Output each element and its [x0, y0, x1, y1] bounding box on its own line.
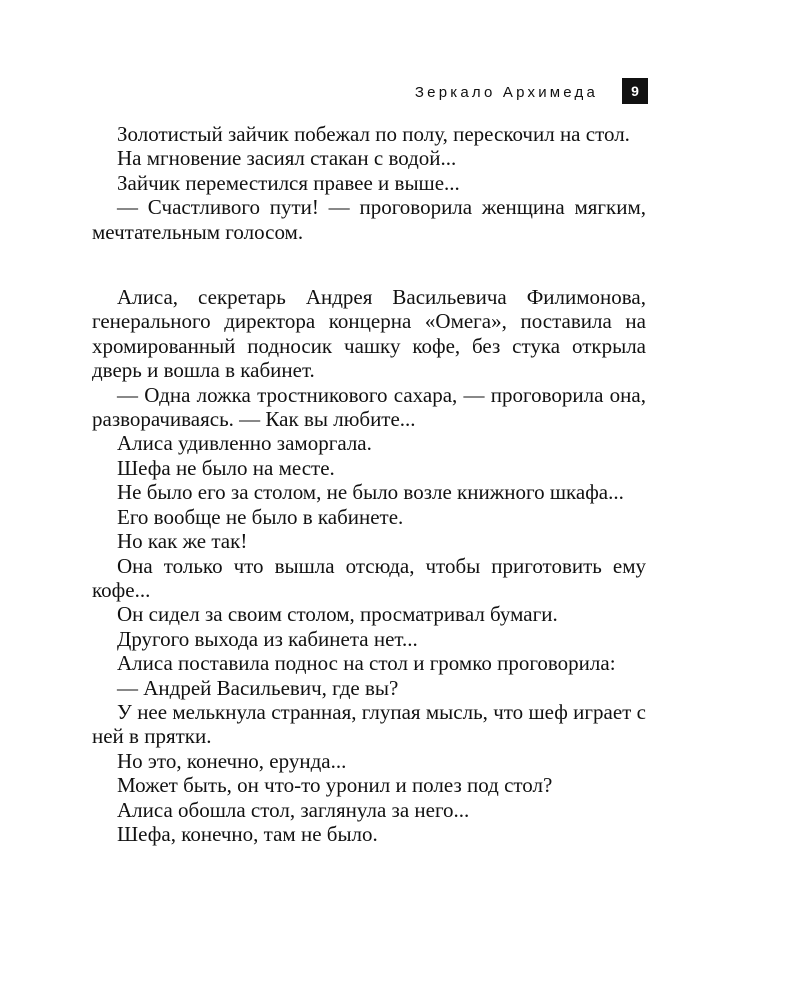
paragraph: — Счастливого пути! — проговорила женщина мягким, мечтательным голосом. [92, 195, 646, 244]
paragraph: Его вообще не было в кабинете. [117, 504, 404, 529]
paragraph: На мгновение засиял стакан с водой... [117, 146, 457, 171]
paragraph: У нее мелькнула странная, глупая мысль, что шеф играет с ней в прятки. [92, 699, 646, 749]
paragraph: Но это, конечно, ерунда... [117, 748, 347, 773]
paragraph: — Андрей Васильевич, где вы? [117, 675, 399, 700]
paragraph: — Одна ложка тростникового сахара, — проговорила она, разворачиваясь. — Как вы любите... [92, 382, 646, 432]
paragraph: Золотистый зайчик побежал по полу, перескочил на стол. [117, 122, 630, 146]
running-head [360, 78, 650, 104]
paragraph: Алиса обошла стол, заглянула за него... [117, 797, 470, 822]
paragraph: Шефа, конечно, там не было. [117, 821, 378, 846]
paragraph: Зайчик переместился правее и выше... [117, 170, 460, 195]
paragraph: Другого выхода из кабинета нет... [117, 626, 418, 651]
running-title: Зеркало Архимеда [414, 84, 598, 101]
paragraph: Она только что вышла отсюда, чтобы приготовить ему кофе... [92, 553, 646, 602]
paragraph: Может быть, он что-то уронил и полез под стол? [117, 773, 553, 798]
paragraph: Алиса, секретарь Андрея Васильевича Филимонова, генерального директора концерна «Омега», поставила на хромированный подносик чашку кофе, без стука открыла дверь и вошла в кабинет. [92, 285, 646, 383]
paragraph: Алиса удивленно заморгала. [117, 431, 372, 456]
paragraph: Шефа не было на месте. [117, 455, 335, 480]
paragraph: Он сидел за своим столом, просматривал бумаги. [117, 602, 558, 627]
section-break [92, 244, 646, 285]
paragraph: Не было его за столом, не было возле книжного шкафа... [117, 480, 624, 505]
body-text [92, 122, 646, 846]
paragraph: Алиса поставила поднос на стол и громко проговорила: [117, 651, 616, 676]
paragraph: Но как же так! [117, 529, 248, 554]
page-number-badge: 9 [622, 78, 648, 104]
